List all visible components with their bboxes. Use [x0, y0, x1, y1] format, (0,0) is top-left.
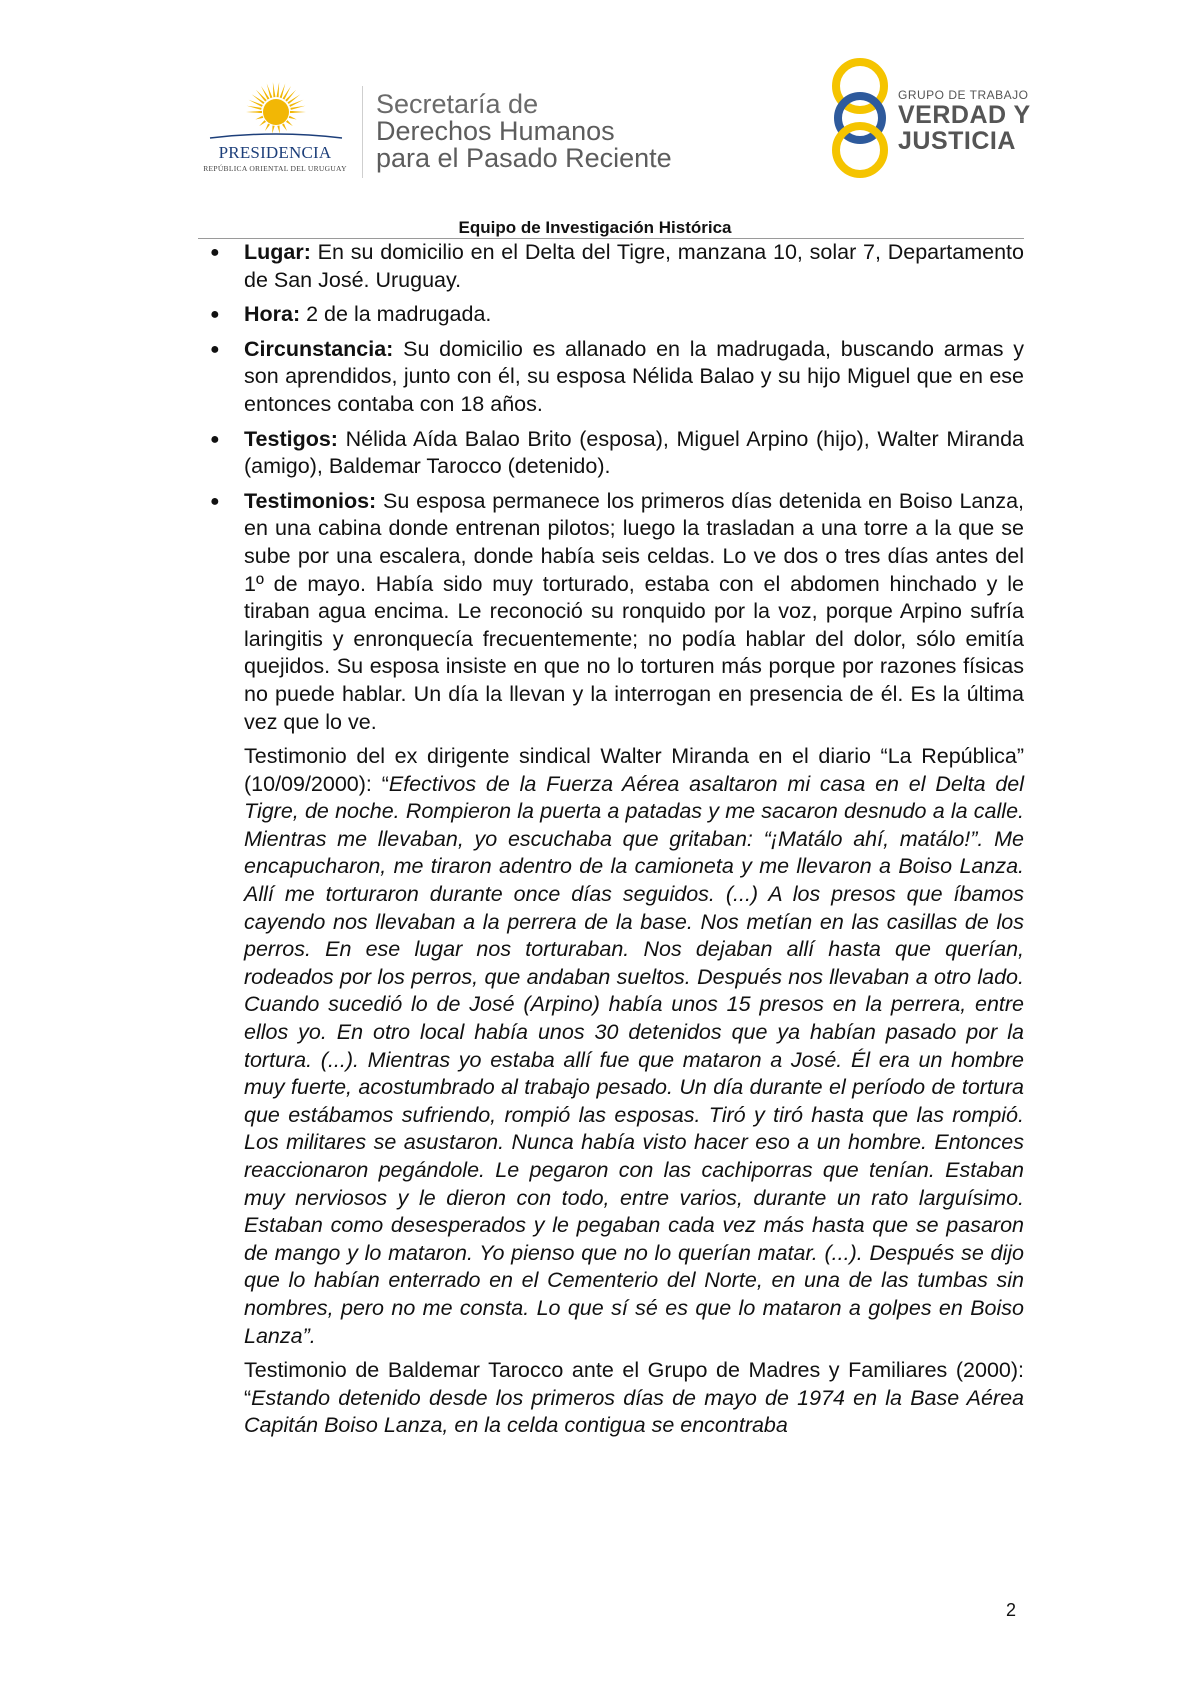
presidencia-name: PRESIDENCIA — [218, 143, 332, 162]
list-item — [206, 301, 1024, 329]
team-title: Equipo de Investigación Histórica — [458, 218, 732, 237]
testimony-quote: Estando detenido desde los primeros días de mayo de 1974 en la Base Aérea Capitán Boiso Lanza, en la celda contigua se encontraba — [244, 1385, 1024, 1438]
sun-ray — [252, 94, 265, 104]
testimony-quote: Efectivos de la Fuerza Aérea asaltaron mi casa en el Delta del Tigre, de noche. Rompieron la puerta a patadas y me sacaron desnudo a la calle. Mientras me llevaban, yo escuchaba que gritaban: “¡Matálo ahí, matálo!”. Me encapucharon, me tiraron adentro de la camioneta y me llevaron a Boiso Lanza. Allí me torturaron durante once días seguidos. (...) A los presos que íbamos cayendo nos llevaban a la perrera de la base. Nos metían en las casillas de los perros. En ese lugar nos torturaban. Nos dejaban allí hasta que querían, rodeados por los perros, que andaban sueltos. Después nos llevaban a otro lado. Cuando sucedió lo de José (Arpino) había unos 15 presos en la perrera, entre ellos yo. En otro local había unos 30 detenidos que ya habían pasado por la tortura. (...). Mientras yo estaba allí fue que mataron a José. Él era un hombre muy fuerte, acostumbrado al trabajo pesado. Un día durante el período de tortura que estábamos sufriendo, rompió las esposas. Tiró y tiró hasta que las rompió. Los militares se asustaron. Nunca había visto hacer eso a un hombre. Entonces reaccionaron pegándole. Le pegaron con las cachiporras que tenían. Estaban muy nerviosos y le dieron con todo, entre varios, durante un rato larguísimo. Estaban como desesperados y le pegaban cada vez más hasta que se pasaron de mango y lo mataron. Yo pienso que no lo querían matar. (...). Después se dijo que lo habían enterrado en el Cementerio del Norte, en una de las tumbas sin nombres, pero no me consta. Lo que sí sé es que lo mataron a golpes en Boiso Lanza”. — [244, 771, 1025, 1348]
list-item — [206, 426, 1024, 481]
sun-ray — [287, 94, 300, 104]
presidencia-subtitle: REPÚBLICA ORIENTAL DEL URUGUAY — [203, 164, 347, 173]
sun-ray — [277, 126, 279, 134]
grupo-trabajo-logo-text — [898, 88, 1031, 154]
list-item — [206, 239, 1024, 294]
secretaria-line-3: para el Pasado Reciente — [376, 143, 672, 173]
item-text: 2 de la madrugada. — [300, 302, 492, 327]
item-label: Circunstancia: — [244, 336, 394, 361]
item-text: En su domicilio en el Delta del Tigre, manzana 10, solar 7, Departamento de San José. Uruguay. — [244, 240, 1024, 292]
item-text: Su domicilio es allanado en la madrugada, buscando armas y son aprendidos, junto con él, su esposa Nélida Balao y su hijo Miguel que en ese entonces contaba con 18 años. — [244, 336, 1024, 416]
verdad-label: VERDAD Y — [898, 101, 1031, 129]
item-label: Testigos: — [244, 426, 338, 451]
list-item — [206, 488, 1024, 736]
sun-ray — [259, 120, 266, 126]
item-text: Nélida Aída Balao Brito (esposa), Miguel Arpino (hijo), Walter Miranda (amigo), Baldemar Tarocco (detenido). — [244, 426, 1024, 479]
page-number: 2 — [1006, 1600, 1017, 1620]
item-label: Testimonios: — [244, 488, 377, 513]
item-label: Hora: — [244, 302, 301, 327]
item-text: Su esposa permanece los primeros días detenida en Boiso Lanza, en una cabina donde entrenan pilotos; luego la trasladan a una torre a la que se sube por una escalera, donde había seis celdas. Lo ve dos o tres días antes del 1º de mayo. Había sido muy torturado, estaba con el abdomen hinchado y le tiraban agua encima. Le reconoció su ronquido por la voz, porque Arpino sufría laringitis y enronquecía frecuentemente; no podía hablar del dolor, sólo emitía quejidos. Su esposa insiste en que no lo torturen más porque por razones físicas no puede hablar. Un día la llevan y la interrogan en presencia de él. Es la última vez que lo ve. — [244, 488, 1024, 734]
testimony-intro: Testimonio de Baldemar Tarocco ante el Grupo de Madres y Familiares (2000): “ — [244, 1358, 1024, 1410]
sun-ray — [289, 116, 297, 120]
bullet-icon: ● — [210, 430, 220, 448]
grupo-trabajo-label: GRUPO DE TRABAJO — [898, 88, 1029, 102]
secretaria-line-2: Derechos Humanos — [376, 116, 615, 146]
sun-ray — [272, 126, 274, 134]
sun-ray — [247, 106, 262, 110]
sun-ray — [282, 124, 287, 132]
sun-ray — [285, 90, 296, 102]
sun-ray — [265, 124, 270, 132]
bullet-icon: ● — [210, 244, 220, 261]
testimony-paragraph — [206, 1357, 1024, 1440]
sun-ray — [290, 106, 305, 110]
sun-ray — [286, 120, 293, 126]
sun-ray — [273, 82, 276, 97]
list-item — [206, 336, 1024, 419]
sun-ray — [256, 90, 267, 102]
sun-ray — [255, 116, 263, 120]
bullet-icon: ● — [210, 340, 220, 358]
secretaria-logo-text — [376, 91, 672, 172]
bullet-icon: ● — [210, 492, 220, 510]
secretaria-line-1: Secretaría de — [376, 89, 539, 119]
testimony-intro: Testimonio del ex dirigente sindical Walter Miranda en el diario “La República” (10/09/2000): “ — [244, 744, 1024, 796]
interlocked-rings-icon — [820, 56, 900, 180]
letterhead — [0, 0, 1190, 237]
bullet-icon: ● — [210, 306, 220, 324]
sun-ray — [277, 82, 280, 97]
testimony-paragraph — [206, 743, 1024, 1350]
item-label: Lugar: — [244, 240, 311, 264]
justicia-label: JUSTICIA — [898, 127, 1016, 155]
document-body — [206, 239, 1024, 1447]
logo-divider — [362, 86, 363, 178]
sun-emblem-icon — [196, 78, 356, 178]
